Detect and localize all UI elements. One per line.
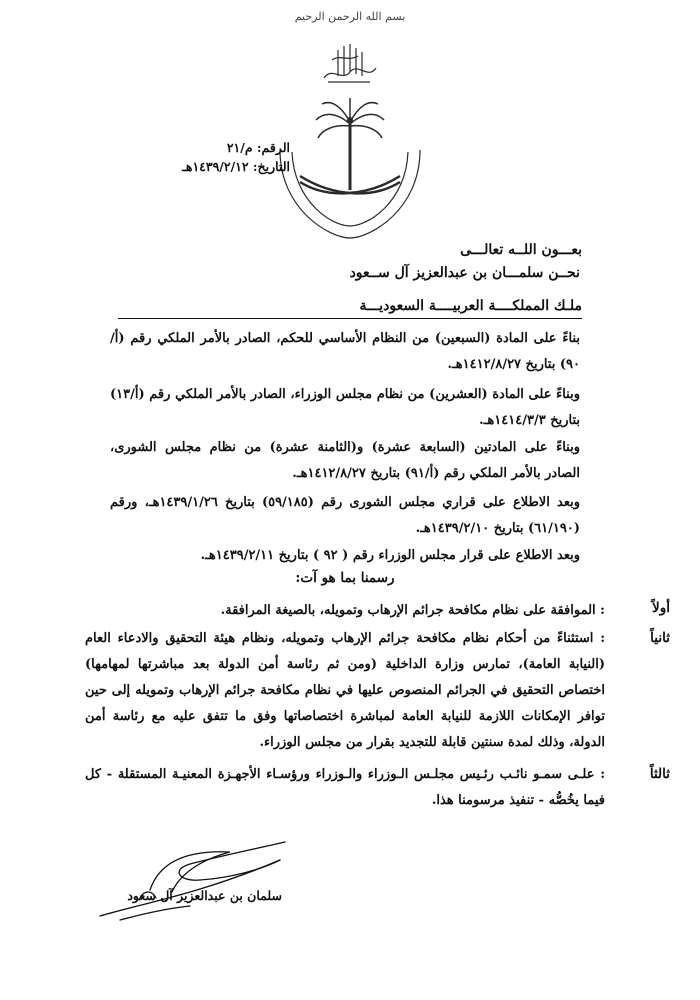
- preamble-paragraph-2: وبناءً على المادة (العشرين) من نظام مجلس الوزراء، الصادر بالأمر الملكي رقم (أ/١٣) بتاريخ ١٤١٤/٣/٣هـ.: [110, 387, 580, 428]
- preamble-paragraph-1: بناءً على المادة (السبعين) من النظام الأساسي للحكم، الصادر بالأمر الملكي رقم (أ/٩٠) بتاريخ ١٤١٢/٨/٢٧هـ.: [110, 331, 580, 372]
- saudi-emblem-icon: [270, 90, 430, 240]
- handwritten-signature: [80, 820, 300, 930]
- king-line: نحــن سلمـــان بن عبدالعزيز آل ســعود: [349, 265, 580, 281]
- signatory-name: سلمان بن عبدالعزيز آل سعود: [127, 888, 282, 903]
- basmala: بسم الله الرحمن الرحيم: [294, 10, 406, 23]
- article-text-2: : استثناءً من أحكام نظام مكافحة جرائم الإرهاب وتمويله، ونظام هيئة التحقيق والادعاء العام (النيابة العامة)، تمارس وزارة الداخلية (ومن ثم رئاسة أمن الدولة بعد مباشرتها لمهامها) اختصاص التحقيق في الجرائم المنصوص عليها في نظام مكافحة جرائم الإرهاب وتمويله إلى حين توافر الإمكانات اللازمة للنيابة العامة لمباشرة اختصاصاتها وفق ما تتفق عليه مع رئاسة أمن الدولة، وذلك لمدة سنتين قابلة للتجديد بقرار من مجلس الوزراء.: [85, 631, 605, 750]
- article-number-2: ثانياً: [650, 630, 670, 646]
- preamble-paragraph-3: وبناءً على المادتين (السابعة عشرة) و(الثامنة عشرة) من نظام مجلس الشورى، الصادر بالأمر الملكي رقم (أ/٩١) بتاريخ ١٤١٢/٨/٢٧هـ.: [110, 440, 580, 481]
- preamble-paragraph-4: وبعد الاطلاع على قراري مجلس الشورى رقم (٥٩/١٨٥) بتاريخ ١٤٣٩/١/٢٦هـ، ورقم (٦١/١٩٠) بتاريخ ١٤٣٩/٢/١٠هـ.: [110, 495, 580, 536]
- kingdom-underline: [118, 318, 582, 319]
- reference-number: الرقم: م/٢١: [226, 140, 290, 155]
- article-number-3: ثالثاً: [649, 766, 670, 782]
- article-number-1: أولاً: [652, 600, 670, 616]
- article-text-3: : علـى سمـو نائـب رئـيس مجلـس الـوزراء والـوزراء ورؤسـاء الأجهـزة المعنيـة المستقلة - كل فيما يخُصُّه - تنفيذ مرسومنا هذا.: [85, 767, 605, 808]
- royal-tughra-icon: [318, 38, 380, 88]
- reference-date: التاريخ: ١٤٣٩/٢/١٢هـ: [182, 159, 290, 174]
- reference-block: [150, 138, 290, 176]
- decree-line: رسمنا بما هو آت:: [295, 570, 395, 586]
- kingdom-line: ملـك المملكــــة العربيــــة السعوديـــة: [359, 298, 582, 314]
- article-text-1: : الموافقة على نظام مكافحة جرائم الإرهاب وتمويله، بالصيغة المرافقة.: [220, 603, 605, 618]
- preamble-paragraph-5: وبعد الاطلاع على قرار مجلس الوزراء رقم ( ٩٢ ) بتاريخ ١٤٣٩/٢/١١هـ.: [200, 548, 580, 563]
- invocation-line: بعـــون اللــه تعالـــى: [460, 242, 582, 258]
